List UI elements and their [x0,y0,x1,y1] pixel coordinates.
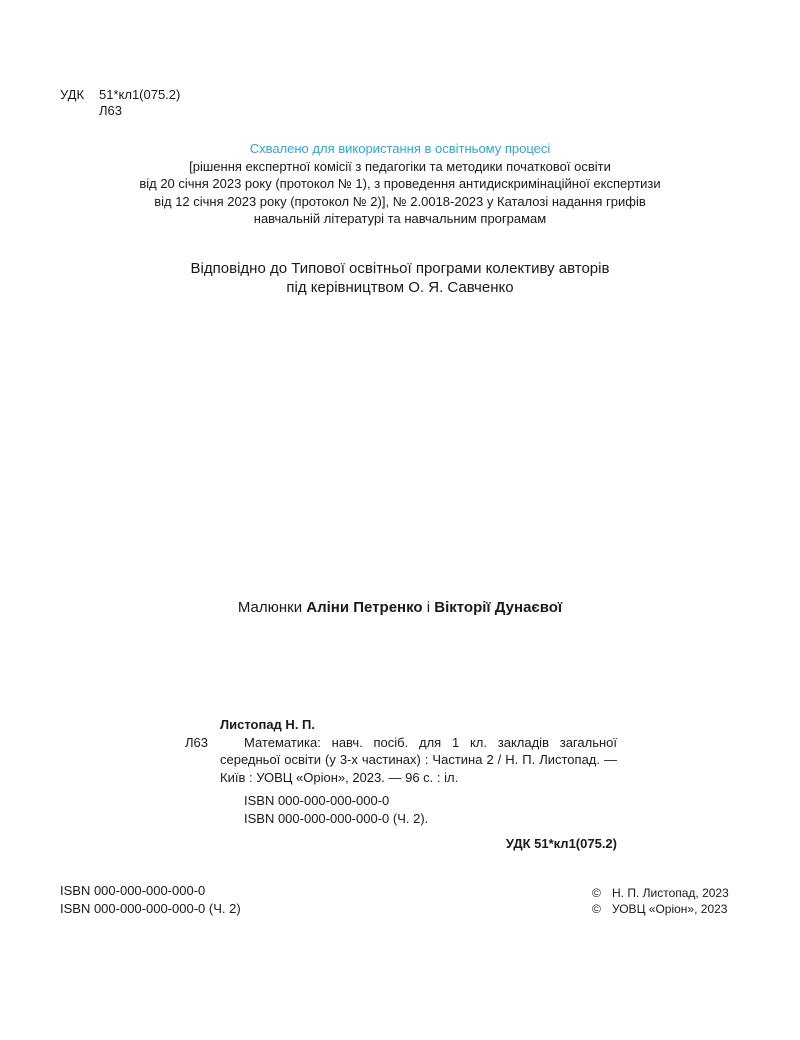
udk-block [60,87,180,119]
copyright-line [592,885,729,901]
catalog-isbn: ISBN 000-000-000-000-0 [244,793,390,808]
illustrations-prefix: Малюнки [237,599,303,616]
approval-line: навчальній літературі та навчальним програмам [253,211,547,226]
approval-statement [0,140,800,228]
footer-isbn: ISBN 000-000-000-000-0 (Ч. 2) [60,901,241,916]
catalog-udk: УДК 51*кл1(075.2) [505,836,617,851]
approval-heading: Схвалено для використання в освітньому процесі [249,141,551,156]
illustrator-name: Вікторії Дунаєвої [434,599,563,616]
author-mark: Л63 [99,103,122,118]
illustrator-name: Аліни Петренко [306,599,423,616]
catalog-isbn-list [185,792,617,827]
catalog-description: Математика: навч. посіб. для 1 кл. закладів загальної середньої освіти (у 3-х частинах) : Частина 2 / Н. П. Листопад. — Київ : УОВЦ «Оріон», 2023. — 96 с. : іл. [220,734,617,785]
copyright-holder: УОВЦ «Оріон», 2023 [612,902,728,916]
catalog-author: Листопад Н. П. [220,717,315,732]
illustrations-credit [0,599,800,616]
approval-line: від 20 січня 2023 року (протокол № 1), з проведення антидискримінаційної експертизи [139,176,661,191]
udk-label: УДК [60,87,85,102]
copyright-icon: © [592,902,601,916]
catalog-card [185,716,617,853]
udk-code: 51*кл1(075.2) [99,87,181,102]
approval-line: [рішення експертної комісії з педагогіки та методики початкової освіти [189,158,611,174]
footer-isbn: ISBN 000-000-000-000-0 [60,883,206,898]
approval-line: від 12 січня 2023 року (протокол № 2)], № 2.0018-2023 у Каталозі надання грифів [154,193,646,209]
program-statement [0,259,800,297]
copyright-icon: © [592,886,601,900]
udk-line [60,87,180,103]
illustrations-connector: і [426,599,431,616]
copyright-list [592,885,729,917]
catalog-mark: Л63 [185,734,208,750]
catalog-isbn: ISBN 000-000-000-000-0 (Ч. 2). [244,810,429,826]
program-line: Відповідно до Типової освітньої програми колективу авторів [190,260,610,277]
copyright-holder: Н. П. Листопад, 2023 [612,886,729,900]
catalog-description-block [185,734,617,787]
copyright-line [592,901,729,917]
program-line: під керівництвом О. Я. Савченко [286,279,514,296]
footer-isbn-list [60,882,241,918]
